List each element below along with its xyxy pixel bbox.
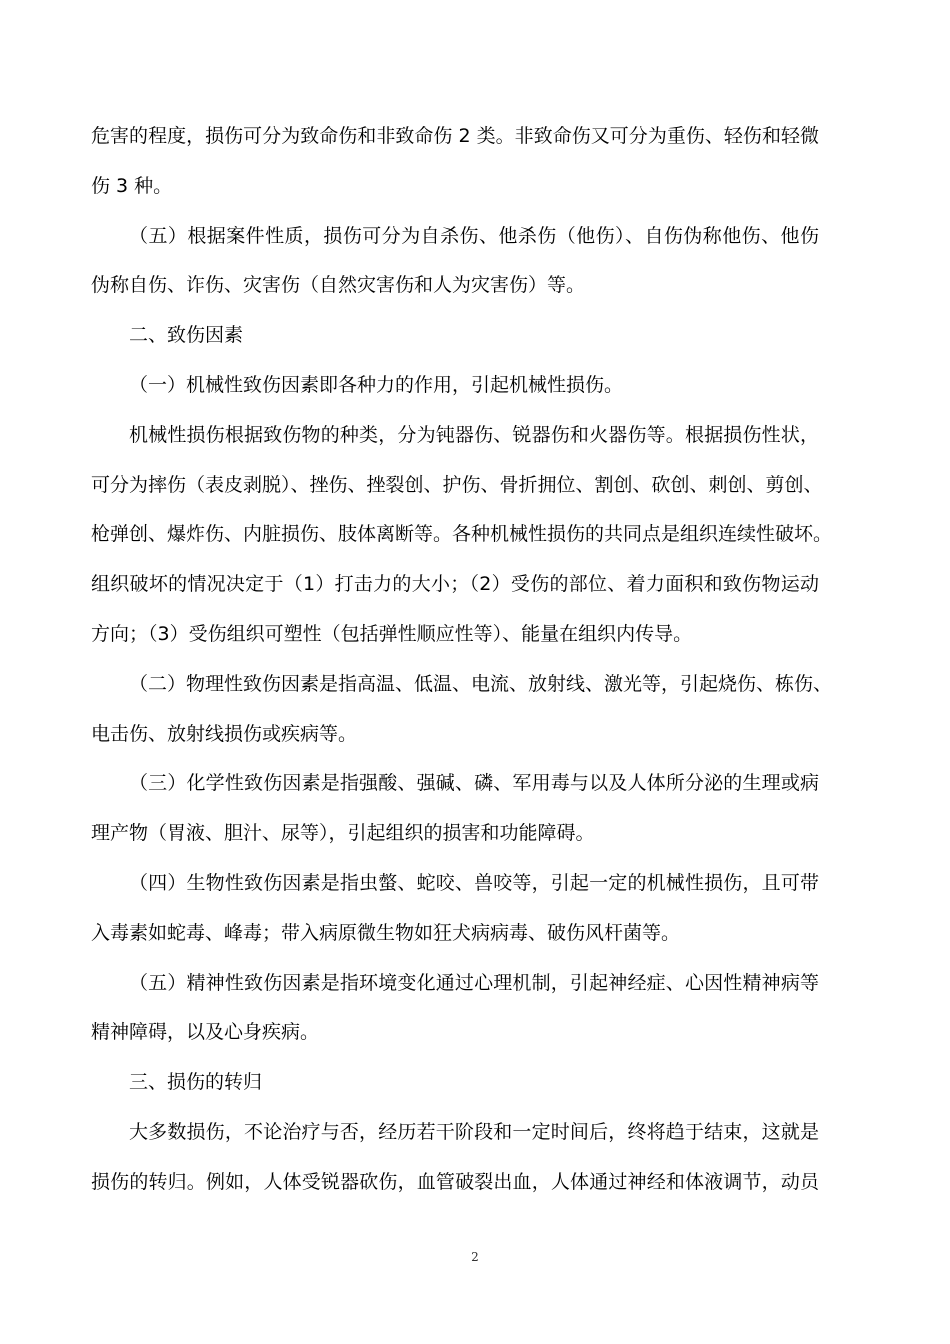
text-line: 损伤的转归。例如，人体受锐器砍伤，血管破裂出血，人体通过神经和体液调节，动员 [91, 1170, 819, 1193]
paragraph-line: 机械性损伤根据致伤物的种类，分为钝器伤、锐器伤和火器伤等。根据损伤性状， [129, 423, 819, 446]
text-line: 可分为摔伤（表皮剥脱）、挫伤、挫裂创、护伤、骨折拥位、割创、砍创、刺创、剪创、 [91, 473, 823, 496]
page-number: 2 [471, 1250, 479, 1264]
paragraph-line: （一）机械性致伤因素即各种力的作用，引起机械性损伤。 [129, 373, 624, 396]
text-line: 入毒素如蛇毒、峰毒；带入病原微生物如狂犬病病毒、破伤风杆菌等。 [91, 921, 681, 944]
paragraph-line: （五）精神性致伤因素是指环境变化通过心理机制，引起神经症、心因性精神病等 [129, 971, 819, 994]
text-line: 电击伤、放射线损伤或疾病等。 [91, 722, 358, 745]
paragraph-line: （三）化学性致伤因素是指强酸、强碱、磷、军用毒与以及人体所分泌的生理或病 [129, 772, 819, 795]
text-line: 伪称自伤、诈伤、灾害伤（自然灾害伤和人为灾害伤）等。 [91, 274, 586, 297]
text-line: 伤 3 种。 [91, 174, 173, 197]
paragraph-line: 大多数损伤，不论治疗与否，经历若干阶段和一定时间后，终将趋于结束，这就是 [129, 1120, 819, 1143]
section-heading: 三、损伤的转归 [129, 1071, 263, 1094]
paragraph-line: （五）根据案件性质，损伤可分为自杀伤、他杀伤（他伤）、自伤伪称他伤、他伤 [129, 224, 819, 247]
paragraph-line: （四）生物性致伤因素是指虫螫、蛇咬、兽咬等，引起一定的机械性损伤，且可带 [129, 871, 819, 894]
text-line: 理产物（胃液、胆汁、尿等），引起组织的损害和功能障碍。 [91, 822, 595, 845]
text-line: 精神障碍，以及心身疾病。 [91, 1021, 320, 1044]
text-line: 枪弹创、爆炸伤、内脏损伤、肢体离断等。各种机械性损伤的共同点是组织连续性破坏。 [91, 523, 833, 546]
text-line: 方向；（3）受伤组织可塑性（包括弹性顺应性等）、能量在组织内传导。 [91, 622, 693, 645]
paragraph-line: （二）物理性致伤因素是指高温、低温、电流、放射线、激光等，引起烧伤、栋伤、 [129, 672, 833, 695]
text-line: 危害的程度，损伤可分为致命伤和非致命伤 2 类。非致命伤又可分为重伤、轻伤和轻微 [91, 125, 819, 147]
body-text [91, 112, 833, 1208]
text-line: 组织破坏的情况决定于（1）打击力的大小；（2）受伤的部位、着力面积和致伤物运动 [91, 573, 819, 596]
section-heading: 二、致伤因素 [129, 324, 244, 347]
